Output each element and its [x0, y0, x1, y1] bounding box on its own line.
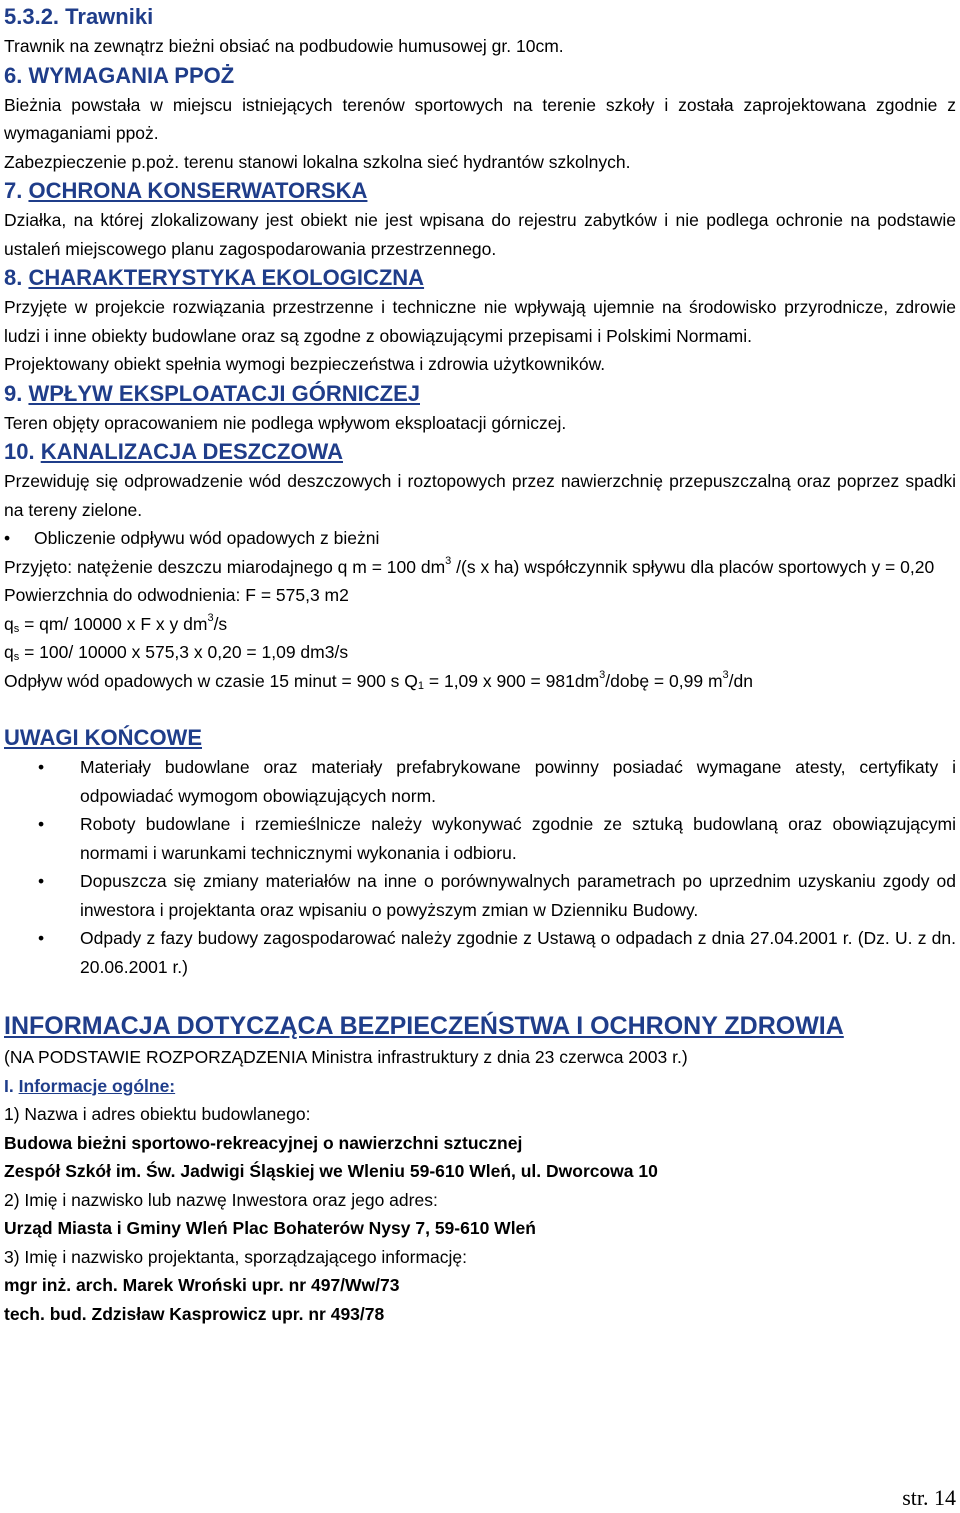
paragraph-fire-2: Zabezpieczenie p.poż. terenu stanowi lokalna szkolna sieć hydrantów szkolnych. [4, 151, 631, 172]
list-item: • Materiały budowlane oraz materiały prefabrykowane powinny posiadać wymagane atesty, certyfikaty i odpowiadać wymogom obowiązujących norm. [4, 753, 956, 810]
question-2: 2) Imię i nazwisko lub nazwę Inwestora oraz jego adres: [4, 1189, 438, 1210]
list-item: • Roboty budowlane i rzemieślnicze należy wykonywać zgodnie ze sztuką budowlaną oraz obowiązującymi normami i warunkami technicznymi wykonania i odbioru. [4, 810, 956, 867]
paragraph-conservation: Działka, na której zlokalizowany jest obiekt nie jest wpisana do rejestru zabytków i nie podlega ochronie na podstawie ustaleń miejscowego planu zagospodarowania przestrzennego. [4, 210, 956, 259]
formula-line-3: $q_s = qm/$ 10000 x F x y $dm^3/s$ [4, 611, 228, 635]
paragraph-lawns: Trawnik na zewnątrz bieżni obsiać na podbudowie humusowej gr. 10cm. [4, 36, 564, 56]
paragraph-fire-1: Bieżnia powstała w miejscu istniejących terenów sportowych na terenie szkoły i została zaprojektowana zgodnie z wymaganiami ppoż. [4, 94, 956, 143]
paragraph-ecology-2: Projektowany obiekt spełnia wymogi bezpieczeństwa i zdrowia użytkowników. [4, 354, 606, 374]
heading-5-3-2: 5.3.2. Trawniki [4, 4, 154, 29]
bullet-icon: • [4, 528, 11, 548]
formula-line-1: Przyjęto: natężenie deszczu miarodajnego q m = 100 $dm^3$ /(s x ha) współczynnik spływu dla placów sportowych y = 0,20 [4, 554, 935, 577]
page-number: str. 14 [902, 1485, 956, 1510]
bullet-icon: • [38, 757, 45, 777]
answer-3b: tech. bud. Zdzisław Kasprowicz upr. nr 493/78 [4, 1303, 385, 1324]
answer-1a: Budowa bieżni sportowo-rekreacyjnej o nawierzchni sztucznej [4, 1132, 523, 1153]
heading-ecology: 8. CHARAKTERYSTYKA EKOLOGICZNA [4, 265, 425, 290]
question-1: 1) Nazwa i adres obiektu budowlanego: [4, 1104, 311, 1124]
question-3: 3) Imię i nazwisko projektanta, sporządzającego informację: [4, 1246, 467, 1267]
safety-subtitle: (NA PODSTAWIE ROZPORZĄDZENIA Ministra infrastruktury z dnia 23 czerwca 2003 r.) [4, 1047, 688, 1067]
formula-line-5: Odpływ wód opadowych w czasie 15 minut = 900 s $Q_1 = 1,09$ x $900 = 981dm^3$/dobę = 0,99 $m^3/dn$ [4, 668, 753, 692]
formula-line-2: Powierzchnia do odwodnienia: F = 575,3 m2 [4, 585, 349, 605]
paragraph-ecology-1: Przyjęte w projekcie rozwiązania przestrzenne i techniczne nie wpływają ujemnie na środowisko przyrodnicze, zdrowie ludzi i inne obiekty budowlane oraz są zgodne z obowiązującymi przepisami i Polskimi Normami. [4, 297, 956, 346]
answer-1b: Zespół Szkół im. Św. Jadwigi Śląskiej we Wleniu 59-610 Wleń, ul. Dworcowa 10 [4, 1161, 658, 1181]
paragraph-mining: Teren objęty opracowaniem nie podlega wpływom eksploatacji górniczej. [4, 412, 567, 433]
bullet-icon: • [38, 814, 45, 834]
paragraph-drainage-1: Przewiduję się odprowadzenie wód deszczowych i roztopowych przez nawierzchnię przepuszczalną oraz poprzez spadki na tereny zielone. [4, 471, 956, 520]
heading-drainage: 10. KANALIZACJA DESZCZOWA [4, 439, 343, 464]
heading-safety-info: INFORMACJA DOTYCZĄCA BEZPIECZEŃSTWA I OCHRONY ZDROWIA [4, 1012, 844, 1040]
formula-line-4: $q_s = 100/$ 10000 x 575,3 x 0,20 = 1,09 dm3/s [4, 642, 349, 663]
final-remarks-list [4, 753, 956, 981]
answer-3a: mgr inż. arch. Marek Wroński upr. nr 497/Ww/73 [4, 1275, 400, 1295]
drainage-bullet: • Obliczenie odpływu wód opadowych z bieżni [4, 524, 956, 553]
document-page [4, 0, 956, 1328]
bullet-icon: • [38, 871, 45, 891]
heading-conservation: 7. OCHRONA KONSERWATORSKA [4, 178, 368, 203]
heading-fire-requirements: 6. WYMAGANIA PPOŻ [4, 62, 235, 88]
heading-general-info: I. Informacje ogólne: [4, 1075, 176, 1096]
answer-2: Urząd Miasta i Gminy Wleń Plac Bohaterów Nysy 7, 59-610 Wleń [4, 1218, 536, 1238]
list-item: • Dopuszcza się zmiany materiałów na inne o porównywalnych parametrach po uprzednim uzyskaniu zgody od inwestora i projektanta oraz wpisaniu o powyższym zmian w Dzienniku Budowy. [4, 867, 956, 924]
heading-mining: 9. WPŁYW EKSPLOATACJI GÓRNICZEJ [4, 380, 420, 406]
bullet-icon: • [38, 928, 45, 948]
list-item: • Odpady z fazy budowy zagospodarować należy zgodnie z Ustawą o odpadach z dnia 27.04.2001 r. (Dz. U. z dn. 20.06.2001 r.) [4, 924, 956, 981]
heading-final-remarks: UWAGI KOŃCOWE [4, 725, 202, 750]
